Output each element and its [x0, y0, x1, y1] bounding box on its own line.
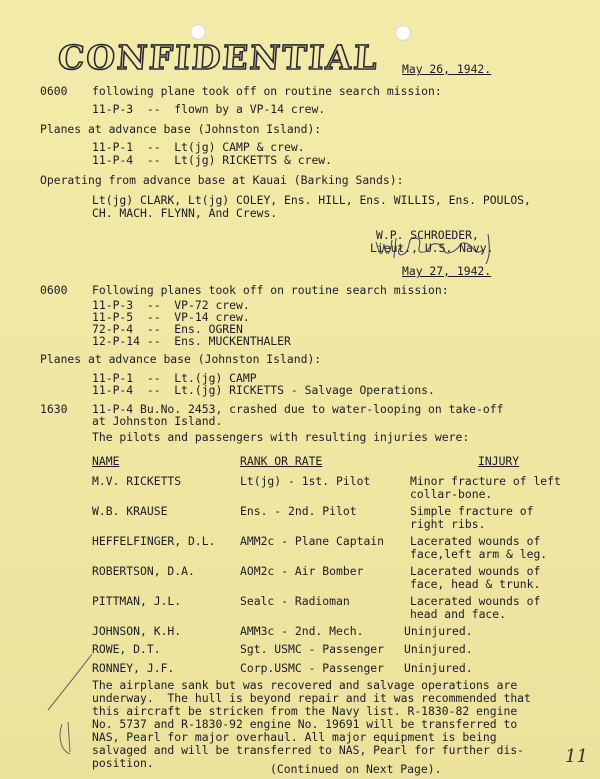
d2-line11: The pilots and passengers with resulting injuries were:	[92, 430, 470, 444]
row-rank: AMM2c - Plane Captain	[240, 534, 385, 548]
row-rank: AOM2c - Air Bomber	[240, 564, 364, 578]
signature-rank: Lieut., U.S. Navy.	[370, 241, 494, 255]
row-name: M.V. RICKETTS	[92, 474, 182, 488]
row-rank: Lt(jg) - 1st. Pilot	[240, 474, 371, 488]
d1-line1: following plane took off on routine search mission:	[92, 84, 442, 98]
time-0600-b: 0600	[40, 283, 68, 297]
row-name: JOHNSON, K.H.	[92, 624, 182, 638]
pencil-margin-mark	[40, 650, 100, 760]
d2-line9: 11-P-4 Bu.No. 2453, crashed due to water-looping on take-off	[92, 402, 504, 416]
d1-line5: 11-P-4 -- Lt(jg) RICKETTS & crew.	[92, 153, 333, 167]
header-rank: RANK OR RATE	[240, 454, 323, 468]
row-injury: Lacerated wounds of	[410, 564, 541, 578]
d2-line4: 72-P-4 -- Ens. OGREN	[92, 322, 243, 336]
d2-line2: 11-P-3 -- VP-72 crew.	[92, 298, 250, 312]
row-injury: Lacerated wounds of	[410, 594, 541, 608]
date-may-27: May 27, 1942.	[402, 264, 492, 278]
row-name: W.B. KRAUSE	[92, 504, 168, 518]
d1-line2: 11-P-3 -- flown by a VP-14 crew.	[92, 102, 326, 116]
row-injury: Uninjured.	[404, 624, 473, 638]
row-injury: Uninjured.	[404, 661, 473, 675]
row-injury-cont: face, head & trunk.	[410, 577, 541, 591]
closing-line7: position.	[92, 756, 154, 770]
closing-line3: this aircraft be stricken from the Navy list. R-1830-82 engine	[92, 704, 518, 718]
row-injury: Uninjured.	[404, 642, 473, 656]
row-injury-cont: face,left arm & leg.	[410, 547, 548, 561]
date-may-26: May 26, 1942.	[402, 62, 492, 76]
time-0600-a: 0600	[40, 84, 68, 98]
row-injury-cont: right ribs.	[410, 517, 486, 531]
d2-line8: 11-P-4 -- Lt.(jg) RICKETTS - Salvage Operations.	[92, 383, 435, 397]
closing-line1: The airplane sank but was recovered and salvage operations are	[92, 678, 518, 692]
d1-line6: Operating from advance base at Kauai (Barking Sands):	[40, 173, 404, 187]
row-rank: AMM3c - 2nd. Mech.	[240, 624, 364, 638]
d2-line1: Following planes took off on routine search mission:	[92, 283, 449, 297]
header-injury: INJURY	[478, 454, 520, 468]
closing-line5: NAS, Pearl for major overhaul. All major equipment is being	[92, 730, 497, 744]
row-name: RONNEY, J.F.	[92, 661, 175, 675]
d1-line3: Planes at advance base (Johnston Island):	[40, 122, 322, 136]
page-number: 11	[565, 746, 588, 767]
row-injury-cont: head and face.	[410, 607, 507, 621]
d2-line7: 11-P-1 -- Lt.(jg) CAMP	[92, 371, 257, 385]
row-name: ROWE, D.T.	[92, 642, 161, 656]
d1-line8: CH. MACH. FLYNN, And Crews.	[92, 206, 278, 220]
closing-line6: salvaged and will be transferred to NAS, Pearl for further dis-	[92, 743, 525, 757]
row-rank: Sgt. USMC - Passenger	[240, 642, 385, 656]
confidential-stamp: CONFIDENTIAL	[56, 38, 381, 77]
row-injury: Minor fracture of left	[410, 474, 561, 488]
row-rank: Sealc - Radioman	[240, 594, 350, 608]
row-injury-cont: collar-bone.	[410, 487, 493, 501]
row-injury: Lacerated wounds of	[410, 534, 541, 548]
d1-line7: Lt(jg) CLARK, Lt(jg) COLEY, Ens. HILL, Ens. WILLIS, Ens. POULOS,	[92, 193, 531, 207]
row-name: PITTMAN, J.L.	[92, 594, 182, 608]
closing-line4: No. 5737 and R-1830-92 engine No. 19691 will be transferred to	[92, 717, 518, 731]
closing-line2: underway. The hull is beyond repair and it was recommended that	[92, 691, 531, 705]
row-name: ROBERTSON, D.A.	[92, 564, 195, 578]
row-rank: Ens. - 2nd. Pilot	[240, 504, 357, 518]
d2-line6: Planes at advance base (Johnston Island):	[40, 352, 322, 366]
continued-note: (Continued on Next Page).	[270, 762, 442, 776]
signature-name: W.P. SCHROEDER,	[376, 228, 479, 242]
punch-hole-right	[395, 25, 411, 41]
header-name: NAME	[92, 454, 120, 468]
d1-line4: 11-P-1 -- Lt(jg) CAMP & crew.	[92, 140, 305, 154]
d2-line10: at Johnston Island.	[92, 414, 223, 428]
row-rank: Corp.USMC - Passenger	[240, 661, 385, 675]
time-1630: 1630	[40, 402, 68, 416]
row-name: HEFFELFINGER, D.L.	[92, 534, 216, 548]
row-injury: Simple fracture of	[410, 504, 534, 518]
d2-line3: 11-P-5 -- VP-14 crew.	[92, 310, 250, 324]
d2-line5: 12-P-14 -- Ens. MUCKENTHALER	[92, 334, 291, 348]
